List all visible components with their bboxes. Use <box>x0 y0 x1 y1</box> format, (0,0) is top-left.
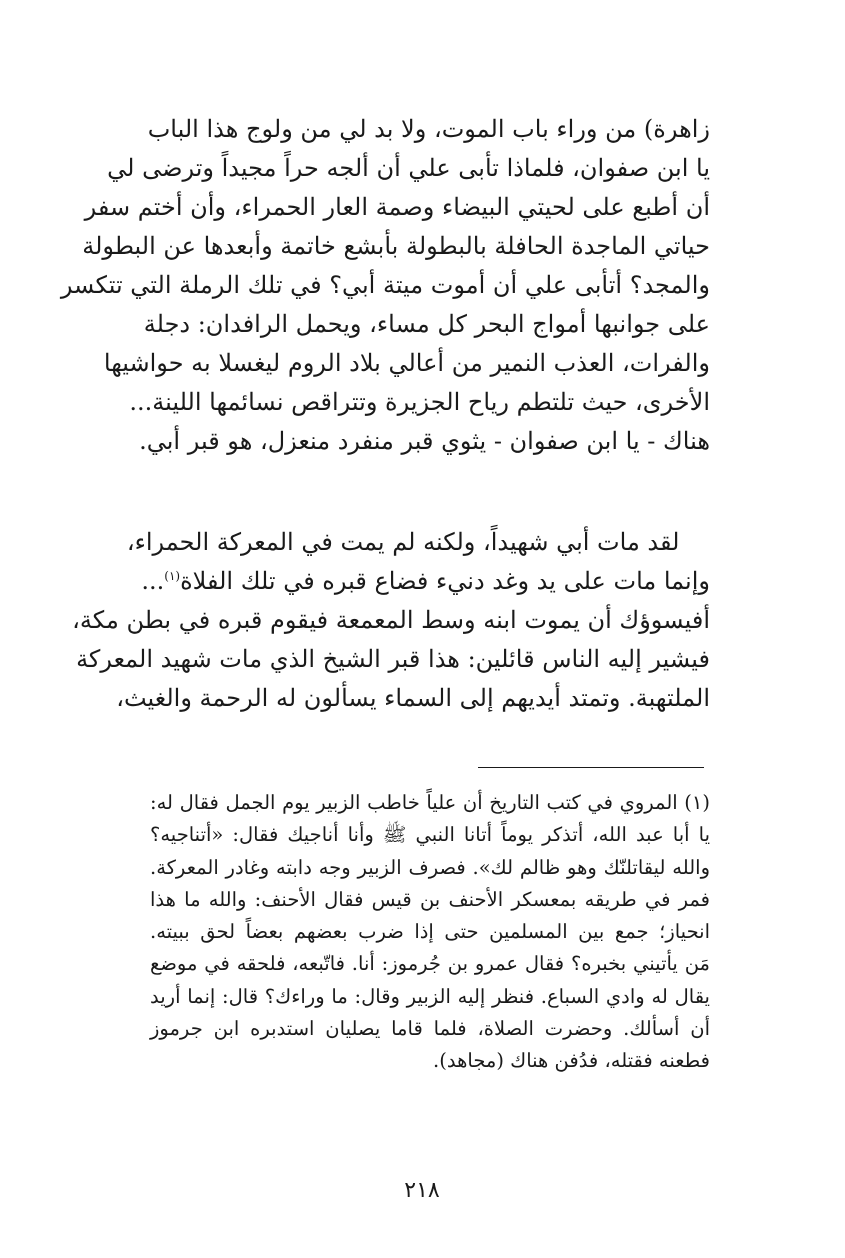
text-line: هناك - يا ابن صفوان - يثوي قبر منفرد منعزل، هو قبر أبي. <box>139 427 710 455</box>
text-line: أن أطبع على لحيتي البيضاء وصمة العار الحمراء، وأن أختم سفر <box>84 193 710 221</box>
text-line-with-footnote <box>141 562 710 601</box>
footnote-line: مَن يأتيني بخبره؟ فقال عمرو بن جُرموز: أنا. فاتّبعه، فلحقه في موضع <box>150 952 710 976</box>
footnote-line: والله ليقاتلنّك وهو ظالم لك». فصرف الزبير وجه دابته وغادر المعركة. <box>150 855 710 879</box>
footnote-line: (١) المروي في كتب التاريخ أن علياً خاطب الزبير يوم الجمل فقال له: <box>150 791 710 814</box>
footnote-reference[interactable]: (١) <box>164 569 181 583</box>
footnote-line: فمر في طريقه بمعسكر الأحنف بن قيس فقال الأحنف: والله ما هذا <box>150 887 710 911</box>
footnote-block <box>150 787 710 1078</box>
footnote-line: فطعنه فقتله، فدُفن هناك (مجاهد). <box>433 1049 710 1073</box>
footnote-line: يا أبا عبد الله، أتذكر يوماً أتانا النبي ﷺ وأنا أناجيك فقال: «أتناجيه؟ <box>150 823 710 847</box>
text-line: والمجد؟ أتأبى علي أن أموت ميتة أبي؟ في تلك الرملة التي تتكسر <box>60 271 710 299</box>
text-line: يا ابن صفوان، فلماذا تأبى علي أن ألجه حراً مجيداً وترضى لي <box>107 154 710 182</box>
main-paragraph-2 <box>72 523 710 718</box>
text-line: أفيسوؤك أن يموت ابنه وسط المعمعة فيقوم قبره في بطن مكة، <box>72 606 710 634</box>
footnote-divider <box>478 767 704 768</box>
text-line: على جوانبها أمواج البحر كل مساء، ويحمل الرافدان: دجلة <box>143 310 710 338</box>
page-number: ٢١٨ <box>404 1178 440 1203</box>
text-line-content: وإنما مات على يد وغد دنيء فضاع قبره في تلك الفلاة <box>180 567 710 595</box>
text-line-indented <box>126 523 710 562</box>
footnote-line: أن أسألك. وحضرت الصلاة، فلما قاما يصليان استدبره ابن جرموز <box>150 1017 710 1041</box>
text-line: والفرات، العذب النمير من أعالي بلاد الروم ليغسلا به حواشيها <box>103 349 710 377</box>
text-line: الأخرى، حيث تلتطم رياح الجزيرة وتتراقص نسائمها اللينة... <box>129 388 710 416</box>
text-line-content: لقد مات أبي شهيداً، ولكنه لم يمت في المعركة الحمراء، <box>126 528 680 556</box>
ellipsis: ... <box>141 567 165 595</box>
text-line: الملتهبة. وتمتد أيديهم إلى السماء يسألون له الرحمة والغيث، <box>116 684 710 712</box>
text-line: زاهرة) من وراء باب الموت، ولا بد لي من ولوج هذا الباب <box>147 115 710 143</box>
footnote-line: يقال له وادي السباع. فنظر إليه الزبير وقال: ما وراءك؟ قال: إنما أريد <box>150 984 710 1008</box>
main-paragraph-1 <box>60 110 710 461</box>
footnote-line: انحياز؛ جمع بين المسلمين حتى إذا ضرب بعضهم بعضاً لحق ببيته. <box>150 920 710 944</box>
text-line: حياتي الماجدة الحافلة بالبطولة بأبشع خاتمة وأبعدها عن البطولة <box>82 232 710 260</box>
text-line: فيشير إليه الناس قائلين: هذا قبر الشيخ الذي مات شهيد المعركة <box>76 645 710 673</box>
indent <box>679 528 710 556</box>
